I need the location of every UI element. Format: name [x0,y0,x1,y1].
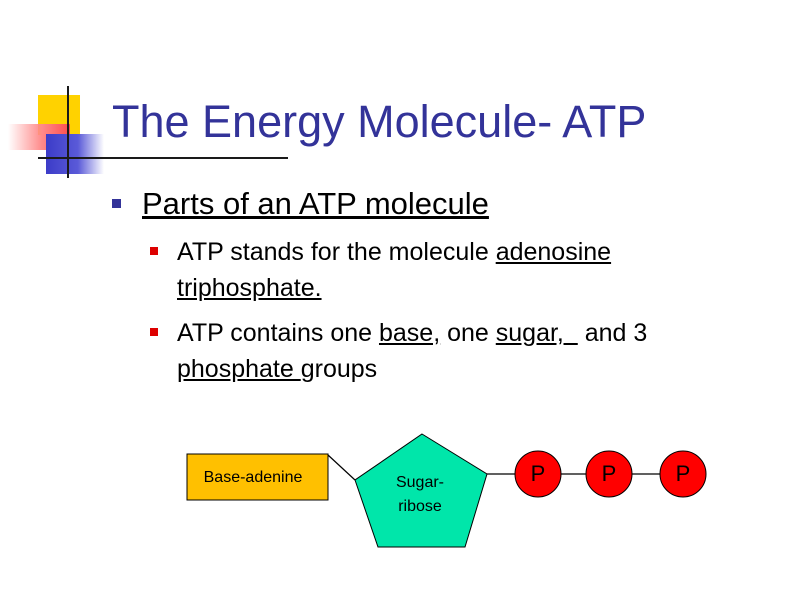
phosphate-label-2: P [601,461,617,486]
base-adenine-label: Base-adenine [203,469,303,486]
text-segment: ATP stands for the molecule [177,238,496,266]
underlined-term: triphosphate. [177,274,322,302]
slide-title: The Energy Molecule- ATP [112,96,647,147]
text-segment: and 3 [577,319,648,347]
bullet-text: Parts of an ATP molecule [142,186,489,221]
underlined-term: phosphate [177,355,301,383]
phosphate-label-1: P [530,461,546,486]
underlined-term: base, [378,319,441,347]
connector-base-sugar [328,455,355,480]
phosphate-label-3: P [675,461,691,486]
sugar-label-line1: Sugar- [395,474,445,491]
sugar-label-line2: ribose [398,498,442,515]
text-segment: groups [300,355,378,383]
underlined-term: sugar, [495,319,578,347]
underlined-term: adenosine [495,238,612,266]
text-segment: ATP contains one [177,319,379,347]
text-segment: one [440,319,496,347]
